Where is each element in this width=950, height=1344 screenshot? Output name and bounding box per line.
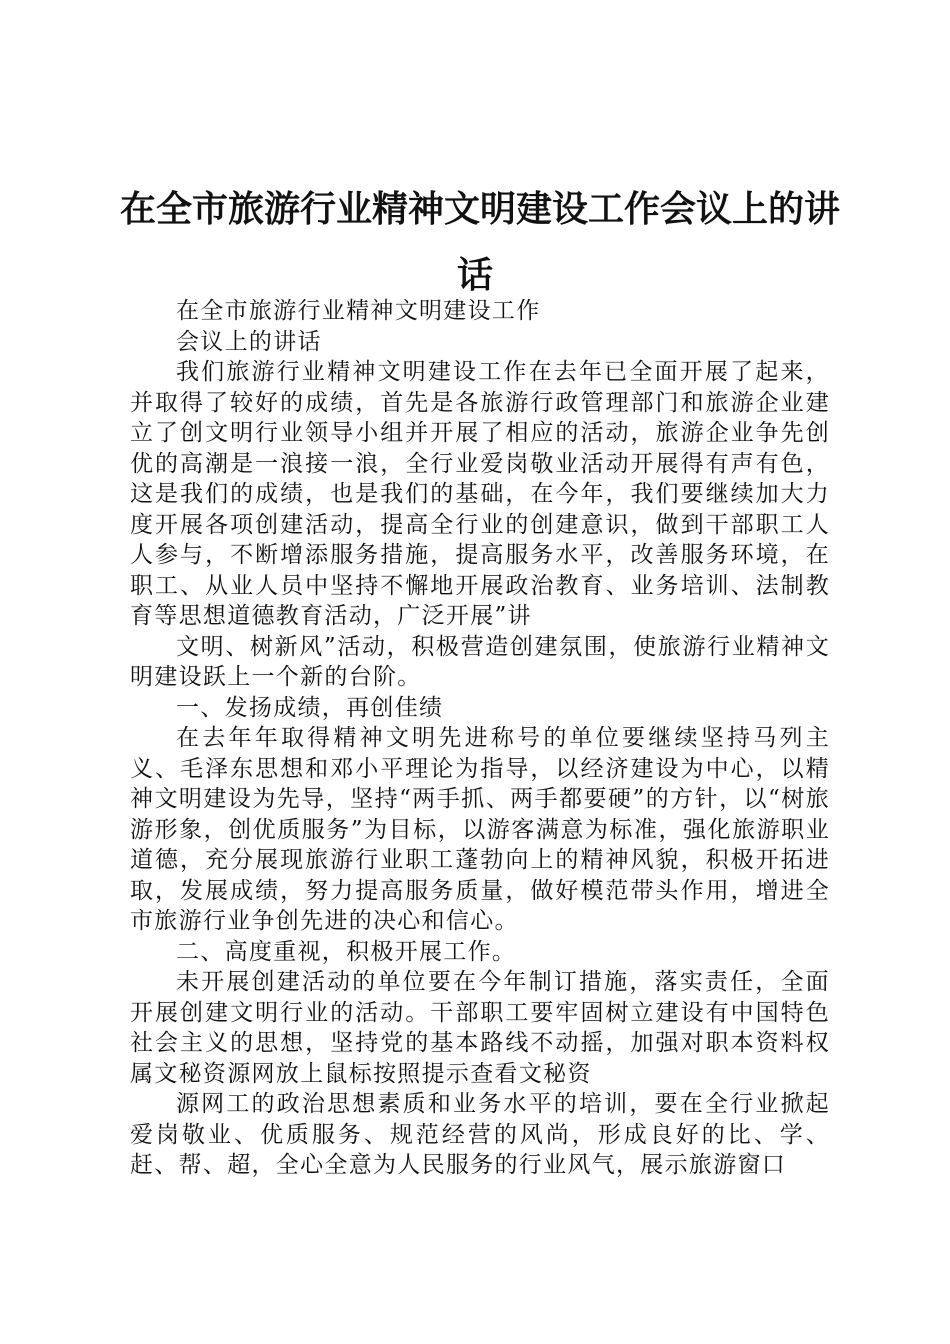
document-title-line-2: 话 bbox=[456, 255, 493, 296]
document-title-line-1: 在全市旅游行业精神文明建设工作会议上的讲 bbox=[120, 189, 841, 230]
document-body bbox=[130, 296, 830, 1181]
paragraph: 源网工的政治思想素质和业务水平的培训，要在全行业掀起爱岗敬业、优质服务、规范经营的风尚，形成良好的比、学、赶、帮、超，全心全意为人民服务的行业风气，展示旅游窗口 bbox=[130, 1091, 830, 1178]
paragraph: 在去年年取得精神文明先进称号的单位要继续坚持马列主义、毛泽东思想和邓小平理论为指导，以经济建设为中心，以精神文明建设为先导，坚持“两手抓、两手都要硬”的方针，以“树旅游形象，创优质服务”为目标，以游客满意为标准，强化旅游职业道德，充分展现旅游行业职工蓬勃向上的精神风貌，积极开拓进取，发展成绩，努力提高服务质量，做好模范带头作用，增进全市旅游行业争创先进的决心和信心。 bbox=[130, 725, 830, 934]
paragraph: 我们旅游行业精神文明建设工作在去年已全面开展了起来，并取得了较好的成绩，首先是各旅游行政管理部门和旅游企业建立了创文明行业领导小组并开展了相应的活动，旅游企业争先创优的高潮是一浪接一浪，全行业爱岗敬业活动开展得有声有色，这是我们的成绩，也是我们的基础，在今年，我们要继续加大力度开展各项创建活动，提高全行业的创建意识，做到干部职工人人参与，不断增添服务措施，提高服务水平，改善服务环境，在职工、从业人员中坚持不懈地开展政治教育、业务培训、法制教育等思想道德教育活动，广泛开展”讲 bbox=[130, 359, 830, 629]
section-heading-1: 一、发扬成绩，再创佳绩 bbox=[176, 694, 444, 721]
paragraph: 文明、树新风”活动，积极营造创建氛围，使旅游行业精神文明建设跃上一个新的台阶。 bbox=[130, 633, 830, 690]
paragraph: 未开展创建活动的单位要在今年制订措施，落实责任，全面开展创建文明行业的活动。干部职工要牢固树立建设有中国特色社会主义的思想，坚持党的基本路线不动摇，加强对职本资料权属文秘资源网放上鼠标按照提示查看文秘资 bbox=[130, 969, 830, 1087]
document-title bbox=[120, 186, 841, 300]
paragraph-subtitle-1: 在全市旅游行业精神文明建设工作 bbox=[176, 298, 541, 324]
paragraph-subtitle-2: 会议上的讲话 bbox=[176, 328, 322, 355]
section-heading-2: 二、高度重视，积极开展工作。 bbox=[176, 938, 517, 965]
